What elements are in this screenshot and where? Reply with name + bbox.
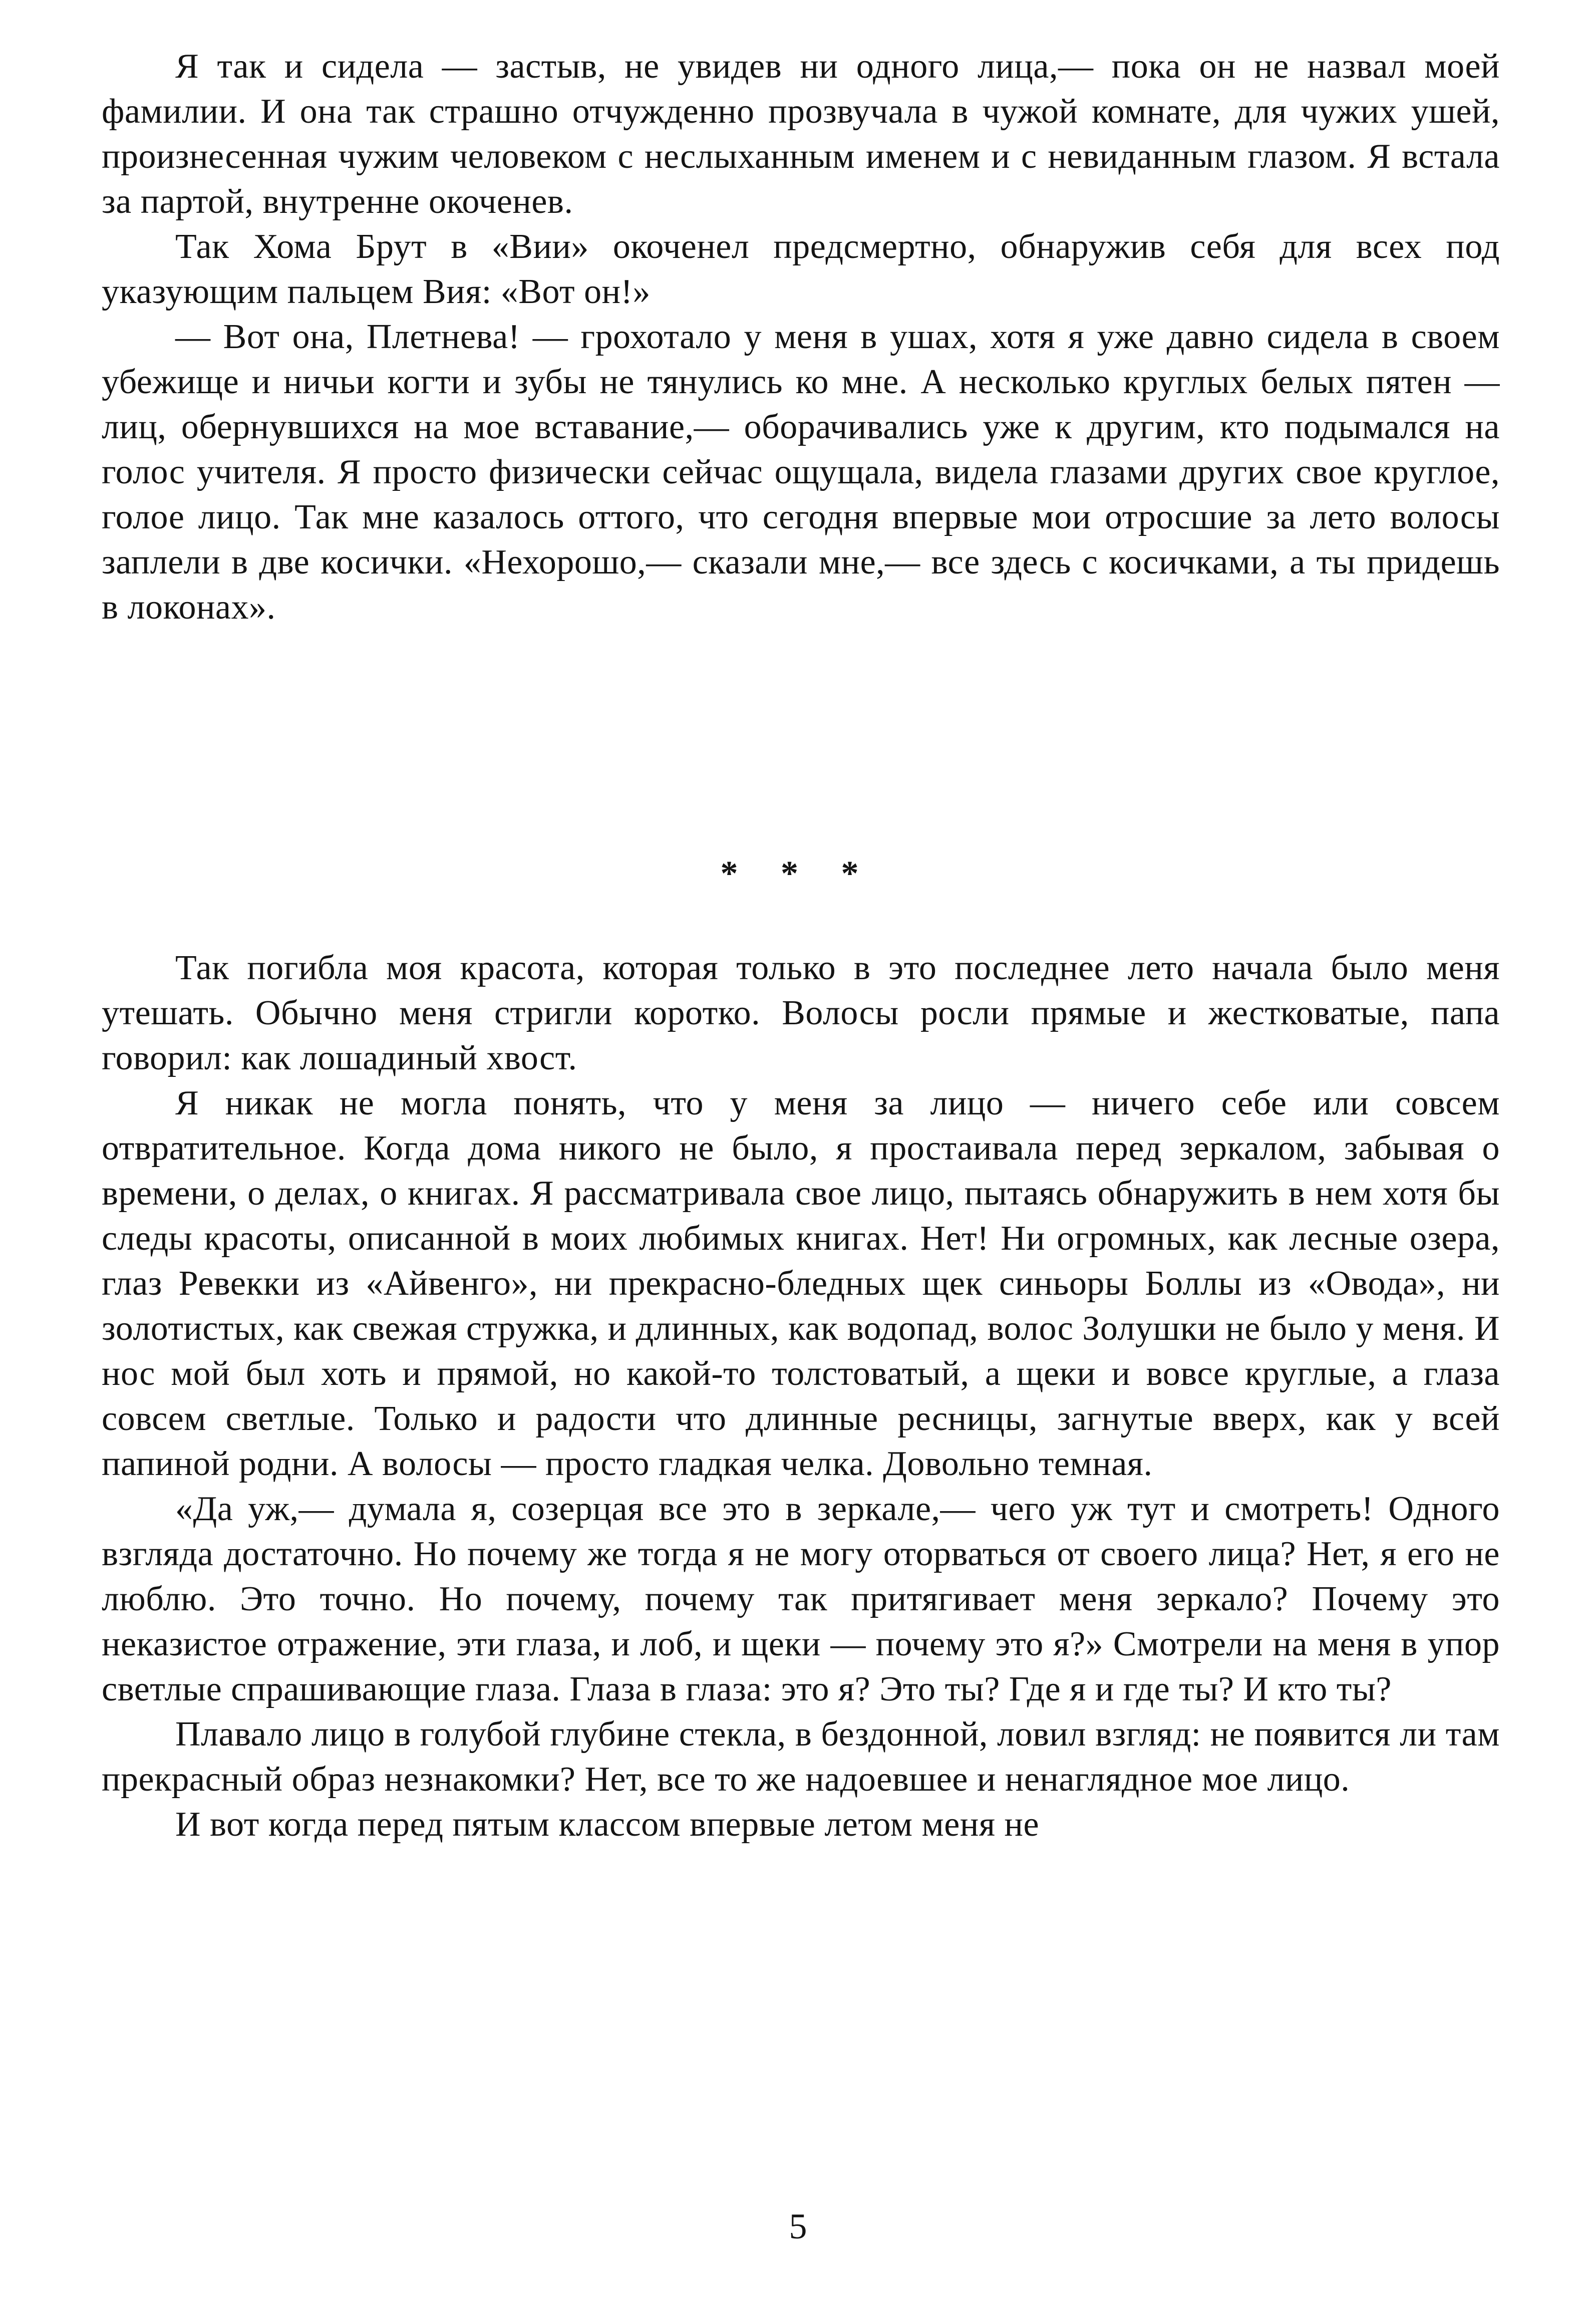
paragraph: Я никак не могла понять, что у меня за лицо — ничего себе или совсем отвратительное. Когда дома никого не было, я простаивала перед зеркалом, забывая о времени, о делах, о книгах. Я рассматривала свое лицо, пытаясь обнаружить в нем хотя бы следы красоты, описанной в моих любимых книгах. Нет! Ни огромных, как лесные озера, глаз Ревекки из «Айвенго», ни прекрасно-бледных щек синьоры Боллы из «Овода», ни золотистых, как свежая стружка, и длинных, как водопад, волос Золушки не было у меня. И нос мой был хоть и прямой, но какой-то толстоватый, а щеки и вовсе круглые, а глаза совсем светлые. Только и радости что длинные ресницы, загнутые вверх, как у всей папиной родни. А волосы — просто гладкая челка. Довольно темная. (102, 1084, 1500, 1483)
text-section-bottom (102, 946, 1500, 1847)
paragraph: Я так и сидела — застыв, не увидев ни одного лица,— пока он не назвал моей фамилии. И она так страшно отчужденно прозвучала в чужой комнате, для чужих ушей, произнесенная чужим человеком с неслыханным именем и с невиданным глазом. Я встала за партой, внутренне окоченев. (102, 47, 1500, 221)
page-number: 5 (789, 2206, 807, 2246)
paragraph: «Да уж,— думала я, созерцая все это в зеркале,— чего уж тут и смотреть! Одного взгляда достаточно. Но почему же тогда я не могу оторваться от своего лица? Нет, я его не люблю. Это точно. Но почему, почему так притягивает меня зеркало? Почему это неказистое отражение, эти глаза, и лоб, и щеки — почему это я?» Смотрели на меня в упор светлые спрашивающие глаза. Глаза в глаза: это я? Это ты? Где я и где ты? И кто ты? (102, 1490, 1500, 1708)
paragraph: И вот когда перед пятым классом впервые летом меня не (175, 1805, 1040, 1844)
paragraph: Так погибла моя красота, которая только в это последнее лето начала было меня утешать. Обычно меня стригли коротко. Волосы росли прямые и жестковатые, папа говорил: как лошадиный хвост. (102, 949, 1500, 1077)
section-separator: * * * (720, 854, 876, 893)
paragraph: Плавало лицо в голубой глубине стекла, в бездонной, ловил взгляд: не появится ли там прекрасный образ незнакомки? Нет, все то же надоевшее и ненаглядное мое лицо. (102, 1715, 1500, 1799)
text-section-top (102, 44, 1500, 630)
paragraph: Так Хома Брут в «Вии» окоченел предсмертно, обнаружив себя для всех под указующим пальцем Вия: «Вот он!» (102, 227, 1500, 311)
paragraph: — Вот она, Плетнева! — грохотало у меня в ушах, хотя я уже давно сидела в своем убежище и ничьи когти и зубы не тянулись ко мне. А несколько круглых белых пятен — лиц, обернувшихся на мое вставание,— оборачивались уже к другим, кто подымался на голос учителя. Я просто физически сейчас ощущала, видела глазами других свое круглое, голое лицо. Так мне казалось оттого, что сегодня впервые мои отросшие за лето волосы заплели в две косички. «Нехорошо,— сказали мне,— все здесь с косичками, а ты придешь в локонах». (102, 318, 1500, 627)
